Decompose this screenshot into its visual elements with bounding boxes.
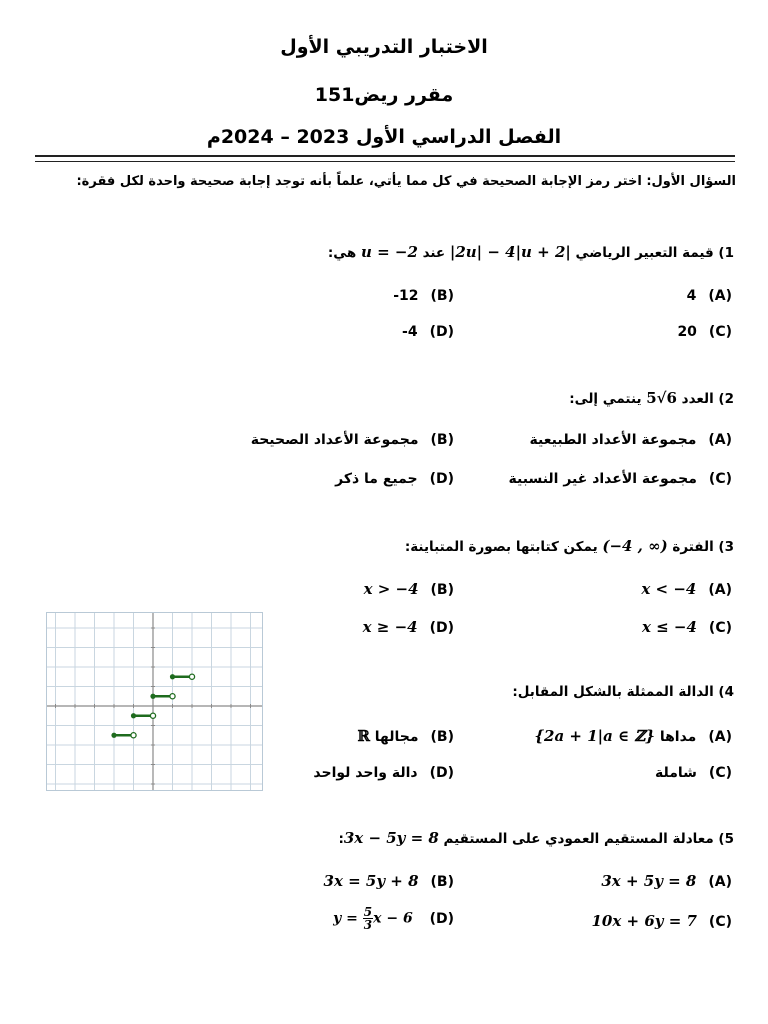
divider	[35, 161, 735, 162]
option-4b[interactable]: (B)مجالها ℝ	[357, 727, 454, 745]
option-3c[interactable]: (C)x ≤ −4	[641, 618, 732, 636]
question-3: 3) الفترة (−4 , ∞) يمكن كتابتها بصورة المتباينة:	[404, 537, 734, 555]
option-4c[interactable]: (C)شاملة	[655, 765, 732, 781]
question-5: 5) معادلة المستقيم العمودي على المستقيم 3x − 5y = 8:	[338, 829, 734, 847]
question-4: 4) الدالة الممثلة بالشكل المقابل:	[512, 684, 734, 700]
q5-equation: 3x − 5y = 8	[343, 829, 439, 847]
open-point	[189, 674, 194, 679]
option-3b[interactable]: (B)x > −4	[363, 580, 454, 598]
question-1: 1) قيمة التعبير الرياضي |2u| − 4|u + 2| عند u = −2 هي:	[327, 243, 734, 261]
open-point	[131, 733, 136, 738]
step-function-graph	[46, 612, 263, 791]
option-5c[interactable]: (C)10x + 6y = 7	[591, 912, 732, 930]
course-title: مقرر ريض151	[314, 84, 454, 106]
open-point	[150, 713, 155, 718]
option-1c[interactable]: (C)20	[677, 324, 732, 340]
q3-interval: (−4 , ∞)	[602, 537, 668, 555]
q1-condition: u = −2	[360, 243, 418, 261]
real-set: ℝ	[357, 727, 370, 745]
instructions: السؤال الأول: اختر رمز الإجابة الصحيحة في كل مما يأتي، علماً بأنه توجد إجابة صحيحة واحدة لكل فقرة:	[76, 174, 736, 189]
range-set: {2a + 1|a ∈ ℤ}	[534, 727, 655, 745]
graph-svg	[47, 613, 262, 790]
closed-point	[131, 713, 136, 718]
option-2b[interactable]: (B)مجموعة الأعداد الصحيحة	[250, 432, 454, 448]
option-2c[interactable]: (C)مجموعة الأعداد غير النسبية	[508, 471, 732, 487]
option-5b[interactable]: (B)3x = 5y + 8	[323, 872, 454, 890]
closed-point	[170, 674, 175, 679]
option-1d[interactable]: (D)-4	[402, 324, 454, 340]
option-5d[interactable]: (D) y = $\frac{5}{3}$ x − 6	[333, 905, 454, 932]
option-4a[interactable]: (A)مداها {2a + 1|a ∈ ℤ}	[534, 727, 732, 745]
option-4d[interactable]: (D)دالة واحد لواحد	[313, 765, 454, 781]
closed-point	[150, 694, 155, 699]
open-point	[170, 694, 175, 699]
question-2: 2) العدد 5√6 ينتمي إلى:	[569, 389, 734, 407]
option-1a[interactable]: (A)4	[686, 288, 732, 304]
option-3a[interactable]: (A)x < −4	[641, 580, 732, 598]
option-2a[interactable]: (A)مجموعة الأعداد الطبيعية	[529, 432, 732, 448]
page-title: الاختبار التدريبي الأول	[280, 36, 488, 58]
option-3d[interactable]: (D)x ≥ −4	[362, 618, 454, 636]
divider	[35, 155, 735, 157]
q1-expression: |2u| − 4|u + 2|	[449, 243, 571, 261]
option-2d[interactable]: (D)جميع ما ذكر	[335, 471, 454, 487]
closed-point	[111, 733, 116, 738]
semester-title: الفصل الدراسي الأول 2023 – 2024م	[206, 126, 562, 148]
q2-expression: 5√6	[646, 389, 677, 407]
fraction: $\frac{5}{3}$	[363, 905, 373, 932]
option-5a[interactable]: (A)3x + 5y = 8	[601, 872, 732, 890]
option-1b[interactable]: (B)-12	[393, 288, 454, 304]
